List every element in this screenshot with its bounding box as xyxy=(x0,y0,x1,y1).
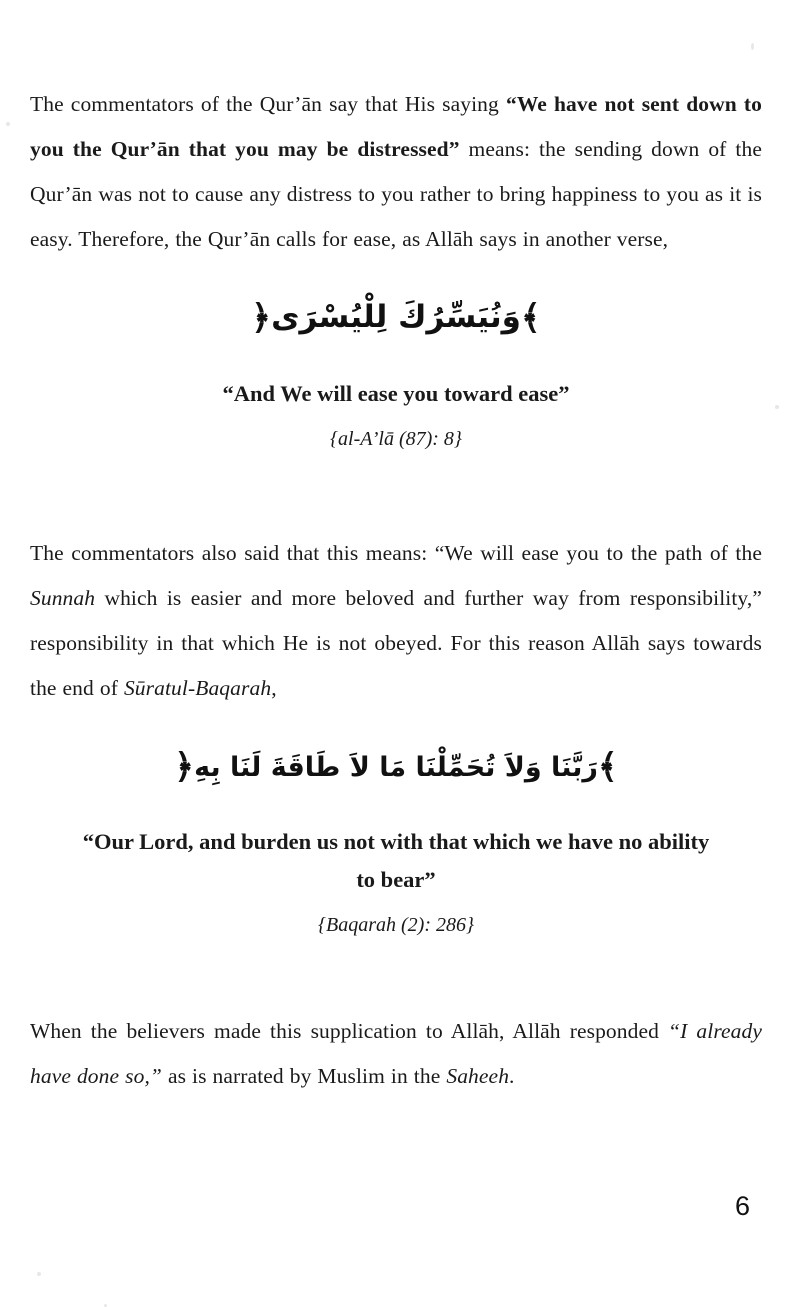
verse-1-translation: “And We will ease you toward ease” xyxy=(222,380,570,406)
verse-2-translation-line-1: “Our Lord, and burden us not with that which we have no ability xyxy=(82,829,710,855)
spacer xyxy=(30,455,762,513)
paragraph-2-mid: which is easier and more beloved and further way from responsibility,” responsibility in that which He is not obeyed. For this reason Allāh says towards the end of xyxy=(30,585,762,700)
scan-speckle xyxy=(37,1272,41,1276)
verse-2-translation-line-2: to bear” xyxy=(356,867,436,893)
spacer xyxy=(30,413,762,423)
term-suratul-baqarah: Sūratul-Baqarah xyxy=(123,675,272,700)
paragraph-2 xyxy=(30,531,762,711)
scan-speckle xyxy=(6,122,10,126)
spacer xyxy=(30,345,762,375)
quran-quote-bold: “We have not sent down to you the Qur’ān that you may be distressed” xyxy=(30,92,762,161)
paragraph-3-tail: . xyxy=(509,1064,515,1089)
paragraph-1-tail: means: the sending down of the Qur’ān was not to cause any distress to you rather to bring happiness to you as it is easy. Therefore, the Qur’ān calls for ease, as Allāh says in another verse, xyxy=(30,137,762,251)
verse-1-citation: {al-A’lā (87): 8} xyxy=(330,427,462,450)
ornate-bracket-open-icon: ﴾ xyxy=(597,746,618,787)
paragraph-3 xyxy=(30,1009,762,1099)
spacer xyxy=(30,793,762,823)
spacer xyxy=(30,262,762,292)
verse-2-citation: {Baqarah (2): 286} xyxy=(318,914,474,937)
term-saheeh: Saheeh xyxy=(446,1064,510,1089)
ornate-bracket-close-icon: ﴿ xyxy=(174,746,195,787)
paragraph-3-mid: as is narrated by Muslim in the xyxy=(161,1064,447,1089)
ornate-bracket-close-icon: ﴿ xyxy=(251,298,272,338)
quran-verse-2-arabic: رَبَّنَا وَلاَ تُحَمِّلْنَا مَا لاَ طَاقَةَ لَنَا بِهِ xyxy=(194,751,598,783)
spacer xyxy=(30,999,762,1009)
paragraph-3-lead: When the believers made this supplication to Allāh, Allāh responded xyxy=(30,1019,669,1044)
scan-speckle xyxy=(775,405,779,409)
quran-verse-1-arabic: وَنُيَسِّرُكَ لِلْيُسْرَى xyxy=(271,299,521,335)
page-content xyxy=(30,82,762,1099)
term-sunnah: Sunnah xyxy=(30,585,96,610)
spacer xyxy=(30,941,762,999)
quran-verse-1 xyxy=(30,292,762,345)
hadith-quote-italic: “I already have done so,” xyxy=(30,1019,762,1089)
spacer xyxy=(30,513,762,531)
quran-verse-2 xyxy=(30,741,762,794)
paragraph-2-tail: , xyxy=(271,675,277,700)
ornate-bracket-open-icon: ﴾ xyxy=(520,298,541,338)
paragraph-1 xyxy=(30,82,762,262)
spacer xyxy=(30,711,762,741)
page-number: 6 xyxy=(734,1191,750,1221)
paragraph-1-lead: The commentators of the Qur’ān say that His saying xyxy=(30,92,506,116)
scan-speckle xyxy=(751,43,754,50)
paragraph-2-lead: The commentators also said that this means: “We will ease you to the path of the xyxy=(30,540,762,565)
spacer xyxy=(30,899,762,909)
